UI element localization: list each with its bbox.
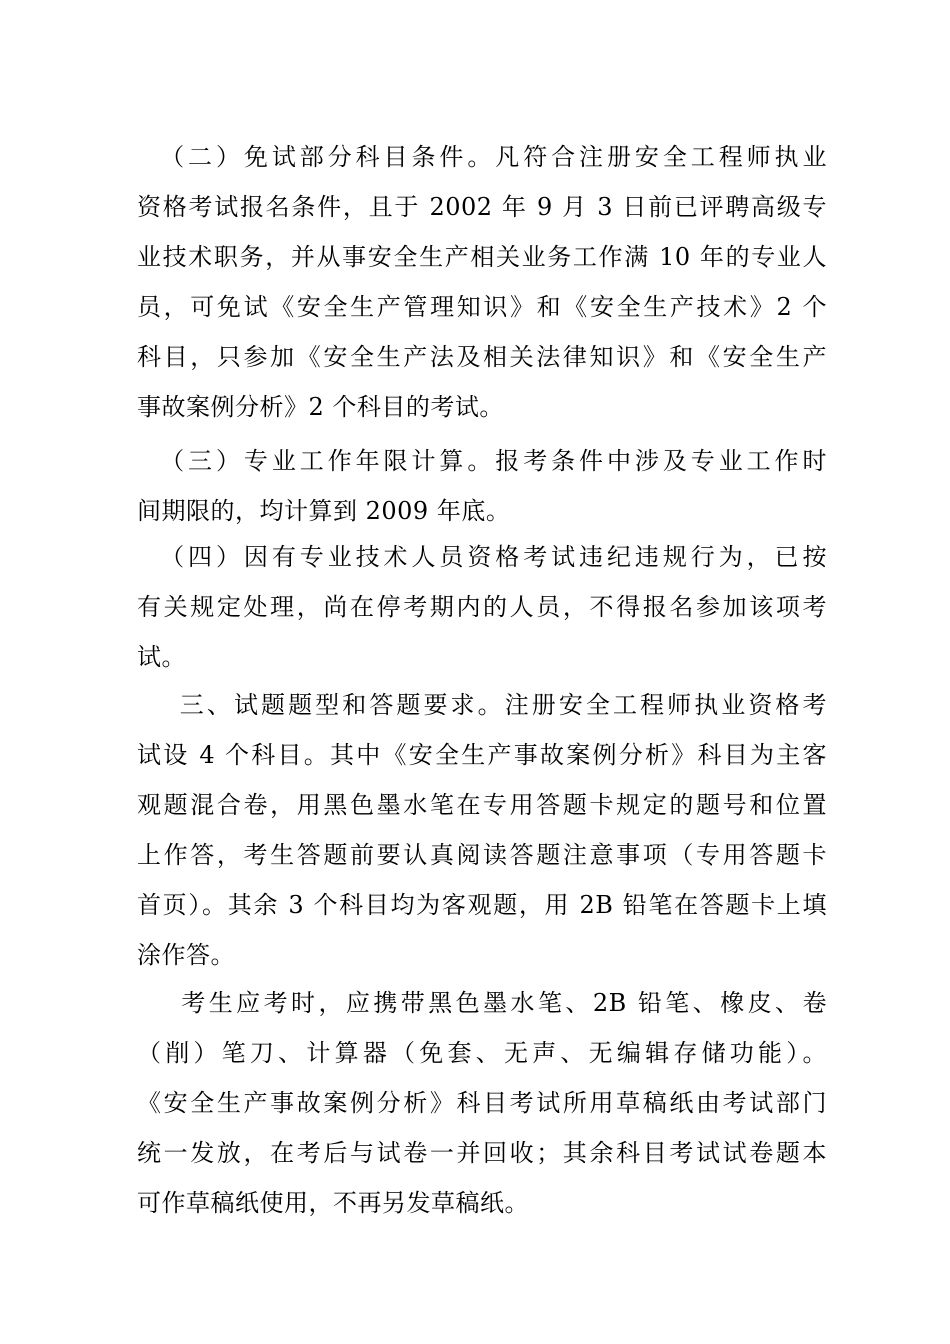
text-line: 观题混合卷，用黑色墨水笔在专用答题卡规定的题号和位置 xyxy=(137,791,827,819)
text-line: 涂作答。 xyxy=(137,941,235,969)
text-line: 上作答，考生答题前要认真阅读答题注意事项（专用答题卡 xyxy=(137,841,827,869)
text-line: 三、试题题型和答题要求。注册安全工程师执业资格考 xyxy=(137,691,827,719)
text-line: 考生应考时，应携带黑色墨水笔、2B 铅笔、橡皮、卷 xyxy=(137,989,827,1017)
text-line: （四）因有专业技术人员资格考试违纪违规行为，已按 xyxy=(137,543,827,571)
paragraph-work-years xyxy=(137,436,827,536)
text-line: （三）专业工作年限计算。报考条件中涉及专业工作时 xyxy=(137,447,827,475)
text-line: 科目，只参加《安全生产法及相关法律知识》和《安全生产 xyxy=(137,343,827,371)
text-line: 事故案例分析》2 个科目的考试。 xyxy=(137,393,504,421)
text-line: 间期限的，均计算到 2009 年底。 xyxy=(137,497,511,525)
text-line: 试。 xyxy=(137,643,186,671)
text-line: 试设 4 个科目。其中《安全生产事故案例分析》科目为主客 xyxy=(137,741,827,769)
text-line: 《安全生产事故案例分析》科目考试所用草稿纸由考试部门 xyxy=(137,1089,827,1117)
paragraph-violation-restriction xyxy=(137,532,827,682)
text-line: 可作草稿纸使用，不再另发草稿纸。 xyxy=(137,1189,529,1217)
text-line: 资格考试报名条件，且于 2002 年 9 月 3 日前已评聘高级专 xyxy=(137,193,827,221)
text-line: 首页）。其余 3 个科目均为客观题，用 2B 铅笔在答题卡上填 xyxy=(137,891,827,919)
paragraph-exemption-conditions xyxy=(137,132,827,432)
text-line: 员，可免试《安全生产管理知识》和《安全生产技术》2 个 xyxy=(137,293,827,321)
text-line: 统一发放，在考后与试卷一并回收；其余科目考试试卷题本 xyxy=(137,1139,827,1167)
text-line: （削）笔刀、计算器（免套、无声、无编辑存储功能）。 xyxy=(137,1039,827,1067)
text-line: 有关规定处理，尚在停考期内的人员，不得报名参加该项考 xyxy=(137,593,827,621)
text-line: （二）免试部分科目条件。凡符合注册安全工程师执业 xyxy=(137,143,827,171)
paragraph-exam-supplies xyxy=(137,978,827,1228)
paragraph-question-types xyxy=(137,680,827,980)
text-line: 业技术职务，并从事安全生产相关业务工作满 10 年的专业人 xyxy=(137,243,827,271)
